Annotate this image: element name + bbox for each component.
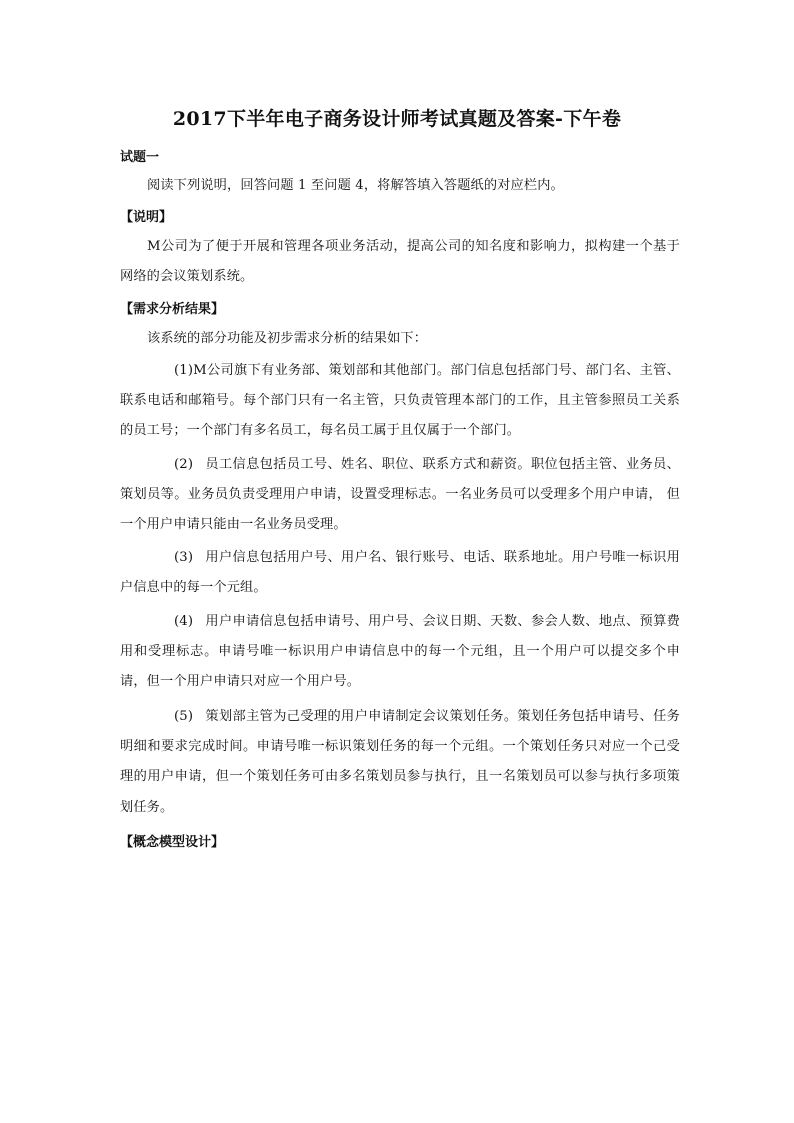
requirement-item-4	[120, 607, 680, 698]
requirement-item-3	[120, 543, 680, 603]
requirement-item-1	[120, 356, 680, 447]
requirement-number: (1)	[174, 363, 194, 378]
requirement-text: M公司旗下有业务部、策划部和其他部门。部门信息包括部门号、部门名、主管、联系电话和邮箱号。每个部门只有一名主管，只负责管理本部门的工作，且主管参照员工关系的员工号；一个部门有多名员工，每名员工属于且仅属于一个部门。	[120, 363, 680, 439]
requirement-text: 用户信息包括用户号、用户名、银行账号、电话、联系地址。用户号唯一标识用户信息中的每一个元组。	[120, 550, 680, 596]
document-title: 2017下半年电子商务设计师考试真题及答案-下午卷	[172, 108, 622, 130]
explanation-heading: 【说明】	[120, 210, 173, 225]
requirement-number: (2)	[174, 457, 194, 472]
explanation-paragraph: M公司为了便于开展和管理各项业务活动，提高公司的知名度和影响力，拟构建一个基于网络的会议策划系统。	[120, 239, 680, 285]
requirement-number: (5)	[174, 709, 194, 724]
requirement-number: (4)	[174, 614, 194, 629]
intro-paragraph: 阅读下列说明，回答问题 1 至问题 4，将解答填入答题纸的对应栏内。	[147, 178, 564, 193]
requirement-text: 用户申请信息包括申请号、用户号、会议日期、天数、参会人数、地点、预算费用和受理标志。申请号唯一标识用户申请信息中的每一个元组，且一个用户可以提交多个申请，但一个用户申请只对应一个用户号。	[120, 614, 680, 690]
requirement-item-5	[120, 702, 680, 823]
requirement-item-2	[120, 450, 680, 541]
requirements-heading: 【需求分析结果】	[120, 302, 225, 317]
question-heading: 试题一	[120, 150, 160, 165]
requirement-text: 策划部主管为己受理的用户申请制定会议策划任务。策划任务包括申请号、任务明细和要求完成时间。申请号唯一标识策划任务的每一个元组。一个策划任务只对应一个己受理的用户申请，但一个策划任务可由多名策划员参与执行，且一名策划员可以参与执行多项策划任务。	[120, 709, 680, 815]
requirement-text: 员工信息包括员工号、姓名、职位、联系方式和薪资。职位包括主管、业务员、策划员等。业务员负责受理用户申请，设置受理标志。一名业务员可以受理多个用户申请， 但一个用户申请只能由一名业务员受理。	[120, 457, 680, 533]
concept-model-heading: 【概念模型设计】	[120, 835, 225, 850]
requirement-number: (3)	[174, 550, 194, 565]
requirements-intro: 该系统的部分功能及初步需求分析的结果如下：	[147, 331, 428, 346]
